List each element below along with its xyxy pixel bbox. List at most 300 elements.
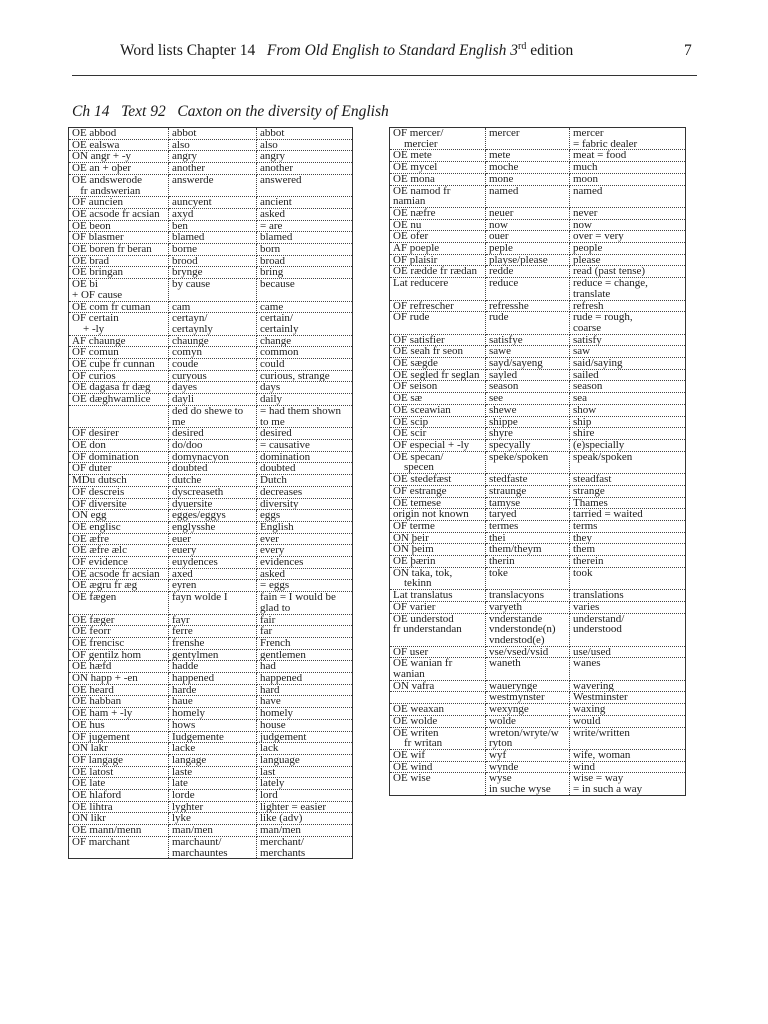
caxton-spelling-cell: mercer <box>486 128 570 150</box>
caxton-spelling-cell: chaunge <box>169 335 257 347</box>
caxton-spelling-cell: marchaunt/ marchauntes <box>169 836 257 858</box>
modern-english-cell: season <box>570 381 686 393</box>
caxton-spelling-cell: sawe <box>486 346 570 358</box>
caxton-spelling-cell: peple <box>486 243 570 255</box>
source-word-cell: OE stedefæst <box>390 474 486 486</box>
table-row <box>69 754 353 766</box>
table-row <box>69 428 353 440</box>
source-word-cell: OE acsode fr acsian <box>69 208 169 220</box>
table-row <box>390 485 686 497</box>
modern-english-cell: abbot <box>257 128 353 140</box>
modern-english-cell: ancient <box>257 197 353 209</box>
source-word-cell: OF plaisir <box>390 254 486 266</box>
caxton-spelling-cell: dyuersite <box>169 498 257 510</box>
table-row <box>69 521 353 533</box>
caxton-spelling-cell: moche <box>486 162 570 174</box>
table-row <box>69 557 353 569</box>
source-word-cell: OE ofer <box>390 231 486 243</box>
modern-english-cell: lord <box>257 790 353 802</box>
modern-english-cell: born <box>257 244 353 256</box>
source-word-cell: ON happ + -en <box>69 673 169 685</box>
modern-english-cell: said/saying <box>570 358 686 370</box>
table-row <box>390 509 686 521</box>
modern-english-cell: use/used <box>570 646 686 658</box>
edition-superscript: rd <box>518 40 527 52</box>
modern-english-cell: fair <box>257 614 353 626</box>
modern-english-cell: days <box>257 382 353 394</box>
table-row <box>69 696 353 708</box>
table-row <box>69 708 353 720</box>
caxton-spelling-cell: shewe <box>486 404 570 416</box>
modern-english-cell: people <box>570 243 686 255</box>
modern-english-cell: them <box>570 544 686 556</box>
caxton-spelling-cell: straunge <box>486 485 570 497</box>
caxton-spelling-cell: speke/spoken <box>486 451 570 473</box>
source-word-cell: OF domination <box>69 451 169 463</box>
modern-english-cell: ever <box>257 533 353 545</box>
source-word-cell: OF jugement <box>69 731 169 743</box>
source-word-cell: OF estrange <box>390 485 486 497</box>
source-word-cell: ON taka, tok, tekinn <box>390 567 486 589</box>
caxton-spelling-cell: specyally <box>486 439 570 451</box>
source-word-cell: OF auncien <box>69 197 169 209</box>
source-word-cell: OE abbod <box>69 128 169 140</box>
table-row <box>69 498 353 510</box>
modern-english-cell: reduce = change, translate <box>570 278 686 300</box>
table-row <box>69 244 353 256</box>
table-row <box>69 545 353 557</box>
section-title: Ch 14 Text 92 Caxton on the diversity of English <box>72 103 389 120</box>
modern-english-cell: house <box>257 719 353 731</box>
source-word-cell: OE dæghwamlice <box>69 394 169 406</box>
source-word-cell: OE don <box>69 439 169 451</box>
source-word-cell: OE ealswa <box>69 139 169 151</box>
modern-english-cell: blamed <box>257 232 353 244</box>
source-word-cell: OF certain + -ly <box>69 313 169 335</box>
table-row <box>390 567 686 589</box>
source-word-cell: OE feorr <box>69 626 169 638</box>
table-row <box>69 439 353 451</box>
source-word-cell: OE brad <box>69 255 169 267</box>
caxton-spelling-cell: fayr <box>169 614 257 626</box>
source-word-cell: OF descreis <box>69 486 169 498</box>
caxton-spelling-cell: angry <box>169 151 257 163</box>
modern-english-cell: diversity <box>257 498 353 510</box>
caxton-spelling-cell: dayli <box>169 394 257 406</box>
table-row <box>69 778 353 790</box>
table-row <box>390 381 686 393</box>
running-head <box>120 42 720 60</box>
table-row <box>390 474 686 486</box>
table-row <box>390 749 686 761</box>
source-word-cell: ON lakr <box>69 743 169 755</box>
source-word-cell: OF gentilz hom <box>69 649 169 661</box>
caxton-spelling-cell: westmynster <box>486 692 570 704</box>
table-row <box>390 416 686 428</box>
modern-english-cell: certain/ certainly <box>257 313 353 335</box>
source-word-cell: OE æfre ælc <box>69 545 169 557</box>
source-word-cell: OF refrescher <box>390 300 486 312</box>
table-row <box>69 836 353 858</box>
caxton-spelling-cell: ben <box>169 220 257 232</box>
caxton-spelling-cell: doubted <box>169 463 257 475</box>
source-word-cell <box>390 692 486 704</box>
table-row <box>69 394 353 406</box>
caxton-spelling-cell: lyke <box>169 813 257 825</box>
modern-english-cell: Thames <box>570 497 686 509</box>
source-word-cell: OF diversite <box>69 498 169 510</box>
modern-english-cell: language <box>257 754 353 766</box>
modern-english-cell: domination <box>257 451 353 463</box>
table-row <box>390 544 686 556</box>
modern-english-cell: doubted <box>257 463 353 475</box>
source-word-cell: OE hæfd <box>69 661 169 673</box>
table-row <box>69 766 353 778</box>
caxton-spelling-cell: wyse in suche wyse <box>486 773 570 795</box>
table-row <box>69 486 353 498</box>
table-row <box>69 163 353 175</box>
modern-english-cell: lately <box>257 778 353 790</box>
source-word-cell: OF marchant <box>69 836 169 858</box>
source-word-cell: OF seison <box>390 381 486 393</box>
table-row <box>69 347 353 359</box>
caxton-spelling-cell: dutche <box>169 475 257 487</box>
modern-english-cell: asked <box>257 208 353 220</box>
source-word-cell: OE heard <box>69 684 169 696</box>
table-row <box>69 510 353 522</box>
table-row <box>69 731 353 743</box>
caxton-spelling-cell: blamed <box>169 232 257 244</box>
modern-english-cell: bring <box>257 267 353 279</box>
table-row <box>69 128 353 140</box>
caxton-spelling-cell: rude <box>486 312 570 334</box>
table-row <box>69 801 353 813</box>
source-word-cell: OE lihtra <box>69 801 169 813</box>
source-word-cell: OE bi + OF cause <box>69 279 169 301</box>
caxton-spelling-cell: ded do shewe to me <box>169 405 257 427</box>
modern-english-cell: came <box>257 301 353 313</box>
header-rule <box>72 75 697 76</box>
table-row <box>390 334 686 346</box>
source-word-cell: OE scir <box>390 428 486 440</box>
source-word-cell: OE frencisc <box>69 637 169 649</box>
running-head-italic: From Old English to Standard English 3 <box>266 42 519 59</box>
modern-english-cell: had <box>257 661 353 673</box>
table-row <box>69 533 353 545</box>
source-word-cell: AF chaunge <box>69 335 169 347</box>
caxton-spelling-cell: harde <box>169 684 257 696</box>
modern-english-cell: broad <box>257 255 353 267</box>
table-row <box>390 715 686 727</box>
table-row <box>390 173 686 185</box>
modern-english-cell: common <box>257 347 353 359</box>
table-row <box>390 278 686 300</box>
source-word-cell: origin not known <box>390 509 486 521</box>
table-row <box>69 825 353 837</box>
source-word-cell: OF langage <box>69 754 169 766</box>
table-row <box>390 761 686 773</box>
caxton-spelling-cell: satisfye <box>486 334 570 346</box>
caxton-spelling-cell: named <box>486 185 570 207</box>
source-word-cell: OE bringan <box>69 267 169 279</box>
table-row <box>69 568 353 580</box>
source-word-cell: OE scip <box>390 416 486 428</box>
table-row <box>69 208 353 220</box>
caxton-spelling-cell: reduce <box>486 278 570 300</box>
source-word-cell: OE seah fr seon <box>390 346 486 358</box>
source-word-cell: OE mann/menn <box>69 825 169 837</box>
table-row <box>69 463 353 475</box>
table-row <box>69 232 353 244</box>
caxton-spelling-cell: eyren <box>169 580 257 592</box>
caxton-spelling-cell: sayd/sayeng <box>486 358 570 370</box>
source-word-cell: OE wise <box>390 773 486 795</box>
caxton-spelling-cell: lacke <box>169 743 257 755</box>
source-word-cell: OE mycel <box>390 162 486 174</box>
source-word-cell: OF duter <box>69 463 169 475</box>
table-row <box>390 358 686 370</box>
caxton-spelling-cell: wreton/wryte/w ryton <box>486 727 570 749</box>
table-row <box>69 673 353 685</box>
modern-english-cell: change <box>257 335 353 347</box>
source-word-cell: OF user <box>390 646 486 658</box>
table-row <box>390 128 686 150</box>
caxton-spelling-cell: ferre <box>169 626 257 638</box>
table-row <box>69 661 353 673</box>
modern-english-cell: wise = way = in such a way <box>573 772 643 796</box>
table-row <box>390 590 686 602</box>
source-word-cell: ON vafra <box>390 680 486 692</box>
table-row <box>390 532 686 544</box>
caxton-spelling-cell: translacyons <box>486 590 570 602</box>
table-row <box>390 150 686 162</box>
modern-english-cell: wind <box>570 761 686 773</box>
table-row <box>390 658 686 680</box>
caxton-spelling-cell: coude <box>169 359 257 371</box>
source-word-cell: OE specan/ specen <box>390 451 486 473</box>
table-row <box>390 692 686 704</box>
modern-english-cell: could <box>257 359 353 371</box>
source-word-cell: OF blasmer <box>69 232 169 244</box>
modern-english-cell: = are <box>257 220 353 232</box>
table-row <box>69 301 353 313</box>
caxton-spelling-cell: ouer <box>486 231 570 243</box>
table-row <box>390 680 686 692</box>
modern-english-cell: shire <box>570 428 686 440</box>
caxton-spelling-cell: certayn/ certaynly <box>169 313 257 335</box>
caxton-spelling-cell: homely <box>169 708 257 720</box>
source-word-cell: OE wind <box>390 761 486 773</box>
modern-english-cell: understand/ understood <box>570 613 686 646</box>
table-row <box>390 428 686 440</box>
modern-english-cell: fain = I would be glad to <box>257 592 353 614</box>
word-list-table-left <box>68 127 353 859</box>
source-word-cell: OE ægru fr æg <box>69 580 169 592</box>
table-row <box>390 219 686 231</box>
table-row <box>390 207 686 219</box>
source-word-cell: OE hus <box>69 719 169 731</box>
caxton-spelling-cell: euer <box>169 533 257 545</box>
table-row <box>390 497 686 509</box>
caxton-spelling-cell: season <box>486 381 570 393</box>
caxton-spelling-cell: lorde <box>169 790 257 802</box>
caxton-spelling-cell: wyf <box>486 749 570 761</box>
caxton-spelling-cell: auncyent <box>169 197 257 209</box>
caxton-spelling-cell: brynge <box>169 267 257 279</box>
table-row <box>390 369 686 381</box>
modern-english-cell: Westminster <box>570 692 686 704</box>
source-word-cell: OE namod fr namian <box>390 185 486 207</box>
table-row <box>390 601 686 613</box>
modern-english-cell: write/written <box>570 727 686 749</box>
table-row <box>69 359 353 371</box>
table-row <box>69 626 353 638</box>
source-word-cell: OF desirer <box>69 428 169 440</box>
source-word-cell: Lat reducere <box>390 278 486 300</box>
caxton-spelling-cell: cam <box>169 301 257 313</box>
caxton-spelling-cell: late <box>169 778 257 790</box>
modern-english-cell: happened <box>257 673 353 685</box>
modern-english-cell: wanes <box>570 658 686 680</box>
source-word-cell: AF poeple <box>390 243 486 255</box>
modern-english-cell: English <box>257 521 353 533</box>
caxton-spelling-cell: fayn wolde I <box>169 592 257 614</box>
table-row <box>390 185 686 207</box>
caxton-spelling-cell: lyghter <box>169 801 257 813</box>
table-row <box>69 451 353 463</box>
modern-english-cell: rude = rough, coarse <box>570 312 686 334</box>
table-row <box>390 404 686 416</box>
table-row <box>69 370 353 382</box>
source-word-cell: ON þeim <box>390 544 486 556</box>
caxton-spelling-cell: waneth <box>486 658 570 680</box>
caxton-spelling-cell: sayled <box>486 369 570 381</box>
table-row <box>390 254 686 266</box>
source-word-cell: OF rude <box>390 312 486 334</box>
source-word-cell: OE fægen <box>69 592 169 614</box>
table-row <box>390 312 686 334</box>
modern-english-cell: (e)specially <box>570 439 686 451</box>
caxton-spelling-cell: vse/vsed/vsid <box>486 646 570 658</box>
table-row <box>390 727 686 749</box>
table-row <box>69 279 353 301</box>
caxton-spelling-cell: redde <box>486 266 570 278</box>
page-number: 7 <box>684 42 692 59</box>
table-row <box>69 405 353 427</box>
caxton-spelling-cell: mete <box>486 150 570 162</box>
modern-english-cell: lack <box>257 743 353 755</box>
modern-english-cell: sea <box>570 393 686 405</box>
modern-english-cell: merchant/ merchants <box>260 836 306 859</box>
caxton-spelling-cell: laste <box>169 766 257 778</box>
caxton-spelling-cell: mone <box>486 173 570 185</box>
source-word-cell: OF evidence <box>69 557 169 569</box>
caxton-spelling-cell: shyre <box>486 428 570 440</box>
table-row <box>390 773 686 795</box>
caxton-spelling-cell: abbot <box>169 128 257 140</box>
source-word-cell: OE hlaford <box>69 790 169 802</box>
caxton-spelling-cell: varyeth <box>486 601 570 613</box>
source-word-cell: OE boren fr beran <box>69 244 169 256</box>
caxton-spelling-cell: dayes <box>169 382 257 394</box>
table-row <box>390 266 686 278</box>
table-row <box>69 139 353 151</box>
modern-english-cell: read (past tense) <box>570 266 686 278</box>
modern-english-cell: because <box>257 279 353 301</box>
source-word-cell: OE rædde fr rædan <box>390 266 486 278</box>
source-word-cell: OE dagasa fr dæg <box>69 382 169 394</box>
caxton-spelling-cell: vnderstande vnderstonde(n) vnderstod(e) <box>486 613 570 646</box>
modern-english-cell: refresh <box>570 300 686 312</box>
source-word-cell: OE cuþe fr cunnan <box>69 359 169 371</box>
caxton-spelling-cell: desired <box>169 428 257 440</box>
modern-english-cell: wavering <box>570 680 686 692</box>
modern-english-cell: never <box>570 207 686 219</box>
source-word-cell: OF satisfier <box>390 334 486 346</box>
modern-english-cell: tarried = waited <box>570 509 686 521</box>
modern-english-cell: = had them shown to me <box>257 405 353 427</box>
source-word-cell: OE weaxan <box>390 704 486 716</box>
source-word-cell: OE segled fr seglan <box>390 369 486 381</box>
modern-english-cell: daily <box>257 394 353 406</box>
caxton-spelling-cell: thei <box>486 532 570 544</box>
table-row <box>390 451 686 473</box>
source-word-cell: OF varier <box>390 601 486 613</box>
caxton-spelling-cell: wolde <box>486 715 570 727</box>
modern-english-cell: ship <box>570 416 686 428</box>
edition-suffix: edition <box>526 42 574 59</box>
caxton-spelling-cell: happened <box>169 673 257 685</box>
source-word-cell: OE næfre <box>390 207 486 219</box>
source-word-cell: OE fæger <box>69 614 169 626</box>
modern-english-cell: mercer = fabric dealer <box>570 128 686 150</box>
modern-english-cell: over = very <box>570 231 686 243</box>
modern-english-cell: another <box>257 163 353 175</box>
table-row <box>69 335 353 347</box>
modern-english-cell: far <box>257 626 353 638</box>
caxton-spelling-cell: brood <box>169 255 257 267</box>
table-row <box>69 637 353 649</box>
modern-english-cell: terms <box>570 520 686 532</box>
caxton-spelling-cell: stedfaste <box>486 474 570 486</box>
caxton-spelling-cell: termes <box>486 520 570 532</box>
modern-english-cell: asked <box>257 568 353 580</box>
modern-english-cell: wife, woman <box>570 749 686 761</box>
source-word-cell: OE habban <box>69 696 169 708</box>
caxton-spelling-cell: englysshe <box>169 521 257 533</box>
caxton-spelling-cell: do/doo <box>169 439 257 451</box>
modern-english-cell: would <box>570 715 686 727</box>
table-row <box>69 614 353 626</box>
modern-english-cell: judgement <box>257 731 353 743</box>
source-word-cell: MDu dutsch <box>69 475 169 487</box>
caxton-spelling-cell: toke <box>486 567 570 589</box>
word-list-body-left <box>69 128 353 859</box>
source-word-cell: ON angr + -y <box>69 151 169 163</box>
caxton-spelling-cell: therin <box>486 556 570 568</box>
caxton-spelling-cell: axed <box>169 568 257 580</box>
modern-english-cell: steadfast <box>570 474 686 486</box>
modern-english-cell: last <box>257 766 353 778</box>
caxton-spelling-cell: tamyse <box>486 497 570 509</box>
caxton-spelling-cell: refresshe <box>486 300 570 312</box>
modern-english-cell: satisfy <box>570 334 686 346</box>
table-row <box>69 255 353 267</box>
caxton-spelling-cell: euery <box>169 545 257 557</box>
caxton-spelling-cell: domynacyon <box>169 451 257 463</box>
table-row <box>69 220 353 232</box>
source-word-cell: OE understod fr understandan <box>390 613 486 646</box>
